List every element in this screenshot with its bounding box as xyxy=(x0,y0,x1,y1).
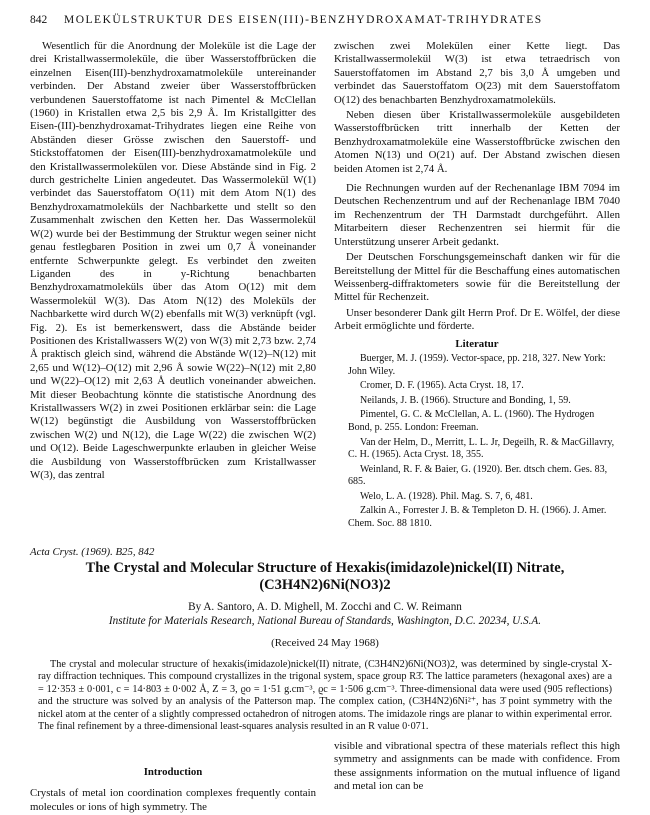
left-column xyxy=(30,40,316,482)
right-column xyxy=(334,40,620,531)
intro-left-column xyxy=(30,766,316,814)
reference-item: Weinland, R. F. & Baier, G. (1920). Ber. dtsch chem. Ges. 83, 685. xyxy=(348,463,608,488)
paragraph: Neben diesen über Kristallwassermoleküle ausgebildeten Wasserstoffbrücken tritt innerhalb der Ketten der Benzhydroxamatmoleküle eine Wasserstoffbrücke zwischen den Atomen N(13) und O(21) auf. Der Abstand zwischen diesen beiden Atomen ist 2,74 Å. xyxy=(334,109,620,175)
received-date: (Received 24 May 1968) xyxy=(271,637,379,649)
title-line: The Crystal and Molecular Structure of Hexakis(imidazole)nickel(II) Nitrate, xyxy=(85,560,565,576)
paragraph: Crystals of metal ion coordination complexes frequently contain molecules or ions of high symmetry. The xyxy=(30,787,316,813)
intro-right-column xyxy=(334,740,620,794)
title-formula: (C3H4N2)6Ni(NO3)2 xyxy=(259,577,391,593)
paragraph: Unser besonderer Dank gilt Herrn Prof. Dr E. Wölfel, der diese Arbeit ermöglichte und förderte. xyxy=(334,306,620,333)
author-list: By A. Santoro, A. D. Mighell, M. Zocchi and C. W. Reimann xyxy=(188,601,462,613)
reference-item: Zalkin A., Forrester J. B. & Templeton D. H. (1966). J. Amer. Chem. Soc. 88 1810. xyxy=(348,505,607,530)
reference-item: Neilands, J. B. (1966). Structure and Bonding, 1, 59. xyxy=(360,394,571,406)
running-title: MOLEKÜLSTRUKTUR DES EISEN(III)-BENZHYDROXAMAT-TRIHYDRATES xyxy=(64,14,543,26)
paragraph: visible and vibrational spectra of these materials reflect this high symmetry and assignments can be made with confidence. From these assignments information on the mutual influence of ligand and metal ion can be xyxy=(334,740,620,793)
paragraph: Der Deutschen Forschungsgemeinschaft danken wir für die Bereitstellung der Mittel für die Beschaffung eines automatischen Weissenberg-diffraktometers sowie für die Bereitstellung der Mittel für Rechenzeit. xyxy=(334,251,620,304)
paragraph: zwischen zwei Molekülen einer Kette liegt. Das Kristallwassermolekül W(3) ist etwa tetraedrisch von Sauerstoffatomen im Abstand 2,7 bis 3,0 Å umgeben und verbindet das Sauerstoffatom O(23) mit dem Sauerstoffatom O(12) des benachbarten Benzhydroxamatmoleküls. xyxy=(334,40,620,106)
reference-item: Buerger, M. J. (1959). Vector-space, pp. 218, 327. New York: John Wiley. xyxy=(348,352,606,377)
introduction-heading: Introduction xyxy=(143,766,203,778)
article-title xyxy=(30,560,620,594)
paragraph: Wesentlich für die Anordnung der Moleküle ist die Lage der drei Kristallwassermoleküle, die über Wasserstoffbrücken die einzelnen Eisen(III)-benzhydroxamatmoleküle untereinander verbinden. Der Abstand zweier über Wasserstoffbrücken verbundenen Sauerstoffatome ist nach Pimentel & McClellan (1960) in Kristallen etwa 2,5 bis 2,9 Å. Im Kristallgitter des Eisen-(III)-benzhydroxamat-Trihydrates liegen eine Reihe von Abständen dieser Grösse zwischen den Sauerstoff- und Stickstoffatomen der Eisen(III)-benzhydroxamatmoleküle und den Kristallwassermolekülen vor. Diese Abstände sind in Fig. 2 durch gestrichelte Linien angedeutet. Das Wassermolekül W(1) verbindet das Sauerstoffatom O(11) mit dem Atom N(1) des Benzhydroxamatmoleküls der Nachbarkette und stellt so den Zusammenhalt zwischen den Ketten her. Das Wassermolekül W(2) wurde bei der Bestimmung der Struktur wegen seiner nicht genau festlegbaren Position in zwei um 0,7 Å voneinander entfernte Schwerpunkte gelegt. Es verbindet den zweiten Liganden des in y-Richtung benachbarten Benzhydroxamatmoleküls über das Atom O(12) mit dem Wassermolekül W(3). Das Atom N(12) des Moleküls der Nachbarkette wird durch W(2) ebenfalls mit W(3) verknüpft (vgl. Fig. 2). Es ist bemerkenswert, dass die Abstände beider Positionen des Kristallwassers W(2) von W(3) mit 2,73 bzw. 2,74 Å praktisch gleich sind, während die Abstände W(12)–N(12) mit 2,65 und W(12)–O(12) mit 2,96 Å sowie W(22)–N(12) mit 2,80 und W(22)–O(12) mit 2,63 Å deutlich voneinander abweichen. Mit dieser Beobachtung könnte die statistische Anordnung des Kristallwassers W(2) in zwei Positionen erklärbar sein: die Lage W(12) begünstigt die Ausbildung von Wasserstoffbrücken zwischen W(2) und N(12), die Lage W(22) die zwischen W(2) und O(12). Beide Lageschwerpunkte erlauben in gleicher Weise die Ausbildung von Wasserstoffbrücken zum Kristallwasser W(3), das zentral xyxy=(30,40,316,481)
reference-item: Van der Helm, D., Merritt, L. L. Jr, Degeilh, R. & MacGillavry, C. H. (1965). Acta Cryst. 18, 355. xyxy=(348,436,615,461)
abstract: The crystal and molecular structure of hexakis(imidazole)nickel(II) nitrate, (C3H4N2)6Ni(NO3)2, was determined by single-crystal X-ray diffraction techniques. This compound crystallizes in the trigonal system, space group R3̄. The lattice parameters (hexagonal axes) are a = 12·353 ± 0·001, c = 14·803 ± 0·002 Å, Z = 3, ϱo = 1·51 g.cm⁻³, ϱc = 1·506 g.cm⁻³. Three-dimensional data were used (905 reflections) and the structure was solved by an analysis of the Patterson map. The complex cation, (C3H4N2)6Ni²⁺, has 3̄ point symmetry with the nickel atom at the center of a slightly compressed octahedron of nitrogen atoms. The imidazole rings are planar to within experimental error. The final refinement by a three-dimensional least-squares analysis resulted in an R value 0·071. xyxy=(38,659,612,733)
reference-item: Welo, L. A. (1928). Phil. Mag. S. 7, 6, 481. xyxy=(360,490,533,502)
literature-heading: Literatur xyxy=(455,337,499,350)
article-block xyxy=(30,546,620,733)
journal-reference: Acta Cryst. (1969). B25, 842 xyxy=(30,546,155,558)
paragraph: Die Rechnungen wurden auf der Rechenanlage IBM 7094 im Deutschen Rechenzentrum und auf der Rechenanlage IBM 7040 im Rechenzentrum der TH Darmstadt durchgeführt. Allen Mitarbeitern dieser Rechenzentren sei hiermit für die Unterstützung unserer Arbeit gedankt. xyxy=(334,182,620,248)
reference-item: Cromer, D. F. (1965). Acta Cryst. 18, 17. xyxy=(360,380,524,392)
page-number: 842 xyxy=(30,14,48,26)
reference-item: Pimentel, G. C. & McClellan, A. L. (1960). The Hydrogen Bond, p. 255. London: Freeman. xyxy=(348,409,595,433)
institution: Institute for Materials Research, National Bureau of Standards, Washington, D.C. 20234, U.S.A. xyxy=(108,615,542,627)
